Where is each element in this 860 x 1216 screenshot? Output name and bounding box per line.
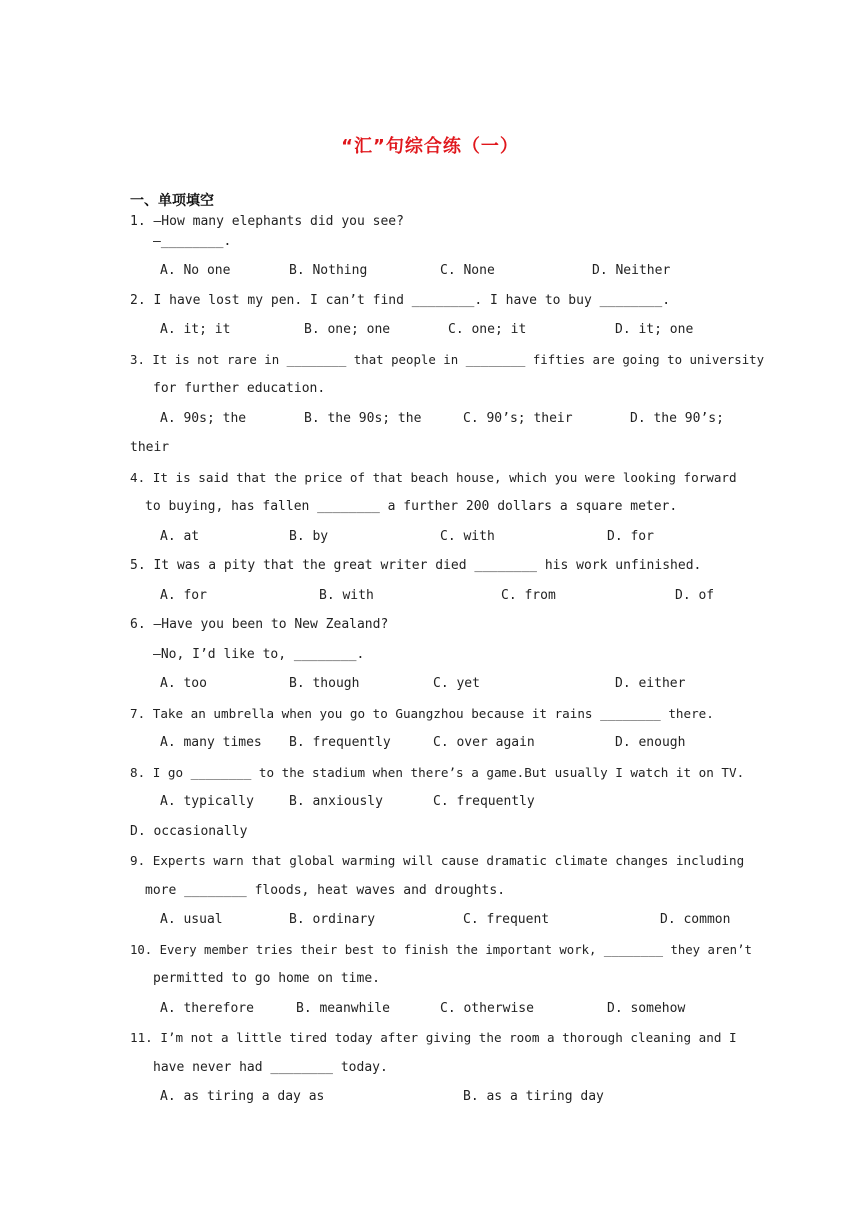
question-10-option-a: A. therefore bbox=[160, 1001, 254, 1016]
question-10-stem-continued: permitted to go home on time. bbox=[153, 971, 380, 986]
question-5-stem: 5. It was a pity that the great writer died ________ his work unfinished. bbox=[130, 558, 702, 573]
question-1-option-b: B. Nothing bbox=[289, 263, 368, 278]
question-1-answer-line: —________. bbox=[153, 234, 232, 249]
section-heading: 一、单项填空 bbox=[130, 193, 214, 209]
question-6-option-c: C. yet bbox=[433, 676, 480, 691]
question-7-stem: 7. Take an umbrella when you go to Guangzhou because it rains ________ there. bbox=[130, 706, 714, 721]
question-3-option-c: C. 90’s; their bbox=[463, 411, 573, 426]
question-1-option-c: C. None bbox=[440, 263, 495, 278]
question-4-stem: 4. It is said that the price of that beach house, which you were looking forward bbox=[130, 470, 737, 485]
question-9-option-b: B. ordinary bbox=[289, 912, 376, 927]
question-4-option-c: C. with bbox=[440, 529, 495, 544]
question-4-option-d: D. for bbox=[607, 529, 654, 544]
question-6-stem: 6. —Have you been to New Zealand? bbox=[130, 617, 389, 632]
question-9-option-a: A. usual bbox=[160, 912, 223, 927]
question-9-stem-continued: more ________ floods, heat waves and droughts. bbox=[145, 883, 506, 898]
question-10-option-d: D. somehow bbox=[607, 1001, 686, 1016]
question-2-stem: 2. I have lost my pen. I can’t find ________. I have to buy ________. bbox=[130, 293, 671, 308]
question-1-option-a: A. No one bbox=[160, 263, 231, 278]
question-9-stem: 9. Experts warn that global warming will cause dramatic climate changes including bbox=[130, 853, 745, 868]
question-7-option-d: D. enough bbox=[615, 735, 686, 750]
question-9-option-d: D. common bbox=[660, 912, 731, 927]
question-2-option-d: D. it; one bbox=[615, 322, 694, 337]
question-10-option-c: C. otherwise bbox=[440, 1001, 534, 1016]
page-title: “汇”句综合练（一） bbox=[341, 136, 519, 157]
question-11-stem-continued: have never had ________ today. bbox=[153, 1060, 388, 1075]
question-7-option-b: B. frequently bbox=[289, 735, 391, 750]
question-3-option-d: D. the 90’s; bbox=[630, 411, 724, 426]
question-1-option-d: D. Neither bbox=[592, 263, 671, 278]
question-3-option-a: A. 90s; the bbox=[160, 411, 247, 426]
question-6-option-d: D. either bbox=[615, 676, 686, 691]
question-4-option-a: A. at bbox=[160, 529, 200, 544]
question-11-option-a: A. as tiring a day as bbox=[160, 1089, 325, 1104]
question-9-option-c: C. frequent bbox=[463, 912, 550, 927]
question-3-option-d-wrap: their bbox=[130, 440, 170, 455]
question-3-stem: 3. It is not rare in ________ that people in ________ fifties are going to university bbox=[130, 352, 765, 367]
question-1-stem: 1. —How many elephants did you see? bbox=[130, 214, 404, 229]
question-6-stem-continued: —No, I’d like to, ________. bbox=[153, 647, 365, 662]
question-8-option-c: C. frequently bbox=[433, 794, 535, 809]
question-2-option-a: A. it; it bbox=[160, 322, 231, 337]
question-10-option-b: B. meanwhile bbox=[296, 1001, 390, 1016]
question-8-option-b: B. anxiously bbox=[289, 794, 383, 809]
question-7-option-c: C. over again bbox=[433, 735, 535, 750]
question-4-option-b: B. by bbox=[289, 529, 329, 544]
question-3-stem-continued: for further education. bbox=[153, 381, 326, 396]
question-8-stem: 8. I go ________ to the stadium when there’s a game.But usually I watch it on TV. bbox=[130, 765, 745, 780]
question-6-option-b: B. though bbox=[289, 676, 360, 691]
question-5-option-b: B. with bbox=[319, 588, 374, 603]
question-4-stem-continued: to buying, has fallen ________ a further 200 dollars a square meter. bbox=[145, 499, 678, 514]
question-11-option-b: B. as a tiring day bbox=[463, 1089, 604, 1104]
question-5-option-d: D. of bbox=[675, 588, 715, 603]
question-8-option-d: D. occasionally bbox=[130, 824, 248, 839]
question-5-option-a: A. for bbox=[160, 588, 207, 603]
question-2-option-c: C. one; it bbox=[448, 322, 527, 337]
question-3-option-b: B. the 90s; the bbox=[304, 411, 422, 426]
question-10-stem: 10. Every member tries their best to finish the important work, ________ they aren’t bbox=[130, 943, 752, 957]
question-6-option-a: A. too bbox=[160, 676, 207, 691]
question-7-option-a: A. many times bbox=[160, 735, 262, 750]
question-2-option-b: B. one; one bbox=[304, 322, 391, 337]
question-8-option-a: A. typically bbox=[160, 794, 254, 809]
question-11-stem: 11. I’m not a little tired today after giving the room a thorough cleaning and I bbox=[130, 1030, 737, 1045]
question-5-option-c: C. from bbox=[501, 588, 556, 603]
